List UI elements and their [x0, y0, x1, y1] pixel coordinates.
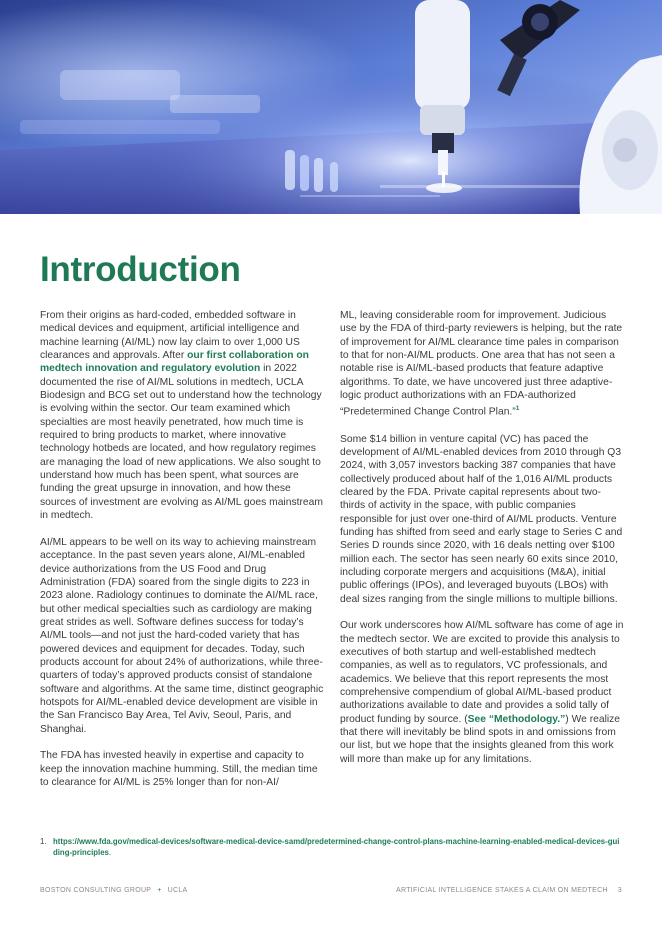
paragraph-text: ML, leaving considerable room for improvement. Judicious use by the FDA of third-party reviewers is helping, but the rate of improvement for AI/ML clearance time pales in comparison to that for non-AI/ML products. One area that has not seen a notable rise is AI/ML-based products that feature adaptive algorithms. To date, we have uncovered just three adaptive-logic product authorizations with an FDA-authorized “Predetermined Change Control Plan.” [340, 310, 623, 418]
footnote-url-link[interactable]: https://www.fda.gov/medical-devices/software-medical-device-samd/predetermined-change-control-plans-machine-learning-enabled-medical-devices-guiding-principles [53, 837, 620, 857]
footnote-reference[interactable]: 1 [515, 405, 520, 413]
footer-report [396, 887, 622, 894]
intro-paragraph-3: The FDA has invested heavily in expertise and capacity to keep the innovation machine humming. Still, the median time to clearance for AI/ML is 25% longer than for non-AI/ [40, 750, 318, 789]
page-title: Introduction [40, 250, 241, 289]
footnote-number: 1. [40, 837, 47, 846]
lab-robot-photo [0, 0, 662, 214]
paragraph-text: From their origins as hard-coded, embedded software in medical devices and equipment, artificial intelligence and machine learning (AI/ML) now lay claim to over 1,000 US clearances and approvals. After [40, 310, 300, 362]
page-number: 3 [617, 887, 622, 894]
methodology-link[interactable]: See “Methodology.” [467, 713, 566, 725]
left-column [40, 309, 324, 803]
paragraph-text: ) We realize that there will inevitably be blind spots in and omissions from our list, but we hope that the insights gleaned from this work will more than make up for any limitations. [340, 713, 621, 765]
footer-orgs [40, 887, 188, 894]
intro-paragraph-5: Some $14 billion in venture capital (VC) has paced the development of AI/ML-enabled devices from 2010 through Q3 2024, with 3,057 investors backing 387 companies that have collectively produced about half of the 1,016 AI/ML products cleared by the FDA. Private capital represents about two-thirds of activity in the space, with public companies responsible for just over one-third of AI/ML products. Venture funding has shifted from seed and early stage to Series C and Series D rounds since 2020, with 16 deals netting over $100 million each. The sector has seen nearly 60 exits since 2010, including corporate mergers and acquisitions (M&A), initial public offerings (IPOs), and leveraged buyouts (LBOs) with deal sizes ranging from the single millions to multiple billions. [340, 433, 623, 605]
footnote-period: . [108, 848, 112, 857]
footnote [40, 836, 620, 858]
intro-paragraph-1 [40, 309, 324, 523]
first-collaboration-link[interactable]: our first collaboration on medtech innovation and regulatory evolution [40, 350, 309, 375]
intro-paragraph-4 [340, 309, 624, 419]
intro-paragraph-2: AI/ML appears to be well on its way to achieving mainstream acceptance. In the past seven years alone, AI/ML-enabled device authorizations from the US Food and Drug Administration (FDA) soared from the single digits to 223 in 2023 alone. Radiology continues to dominate the AI/ML race, but other medical specialties such as cardiology are making great strides as well. Software defines success for today’s AI/ML tools—and not just the hard-coded variety that has powered devices and equipment for decades. Today, such products account for about 24% of authorizations, while three-quarters of today’s approved products consist of standalone software and algorithms. At the same time, distinct geographic hotspots for AI/ML-enabled device development are visible in the San Francisco Bay Area, Tel Aviv, Seoul, Paris, and Shanghai. [40, 536, 324, 735]
hero-lab-image [0, 0, 662, 214]
footer-org-bcg: BOSTON CONSULTING GROUP [40, 887, 152, 894]
intro-paragraph-6 [340, 619, 624, 766]
right-column [340, 309, 624, 779]
footnote-body [53, 836, 620, 858]
footer-org-ucla: UCLA [167, 887, 188, 894]
footer-report-title: ARTIFICIAL INTELLIGENCE STAKES A CLAIM ON MEDTECH [396, 887, 608, 894]
paragraph-text: in 2022 documented the rise of AI/ML solutions in medtech, UCLA Biodesign and BCG set out to understand how the technology is evolving within the sector. Our team examined which specialties are most heavily penetrated, how much time is required to bring products to market, where innovative technology hotbeds are located, and how regulatory regimes are managing the load of new applications. We also sought to understand how much has been spent, what sources are funding the great upsurge in innovation, and how these sources of investment are evolving as AI/ML goes mainstream in medtech. [40, 363, 323, 522]
paragraph-text: Our work underscores how AI/ML software has come of age in the medtech sector. We are excited to provide this analysis to executives of both startup and well-established medtech companies, as well as to regulators, VC professionals, and academics. We believe that this report represents the most comprehensive compendium of global AI/ML-based product authorizations available to date and provides a solid tally of product funding by source. ( [340, 620, 624, 725]
footer-separator: + [157, 887, 162, 894]
